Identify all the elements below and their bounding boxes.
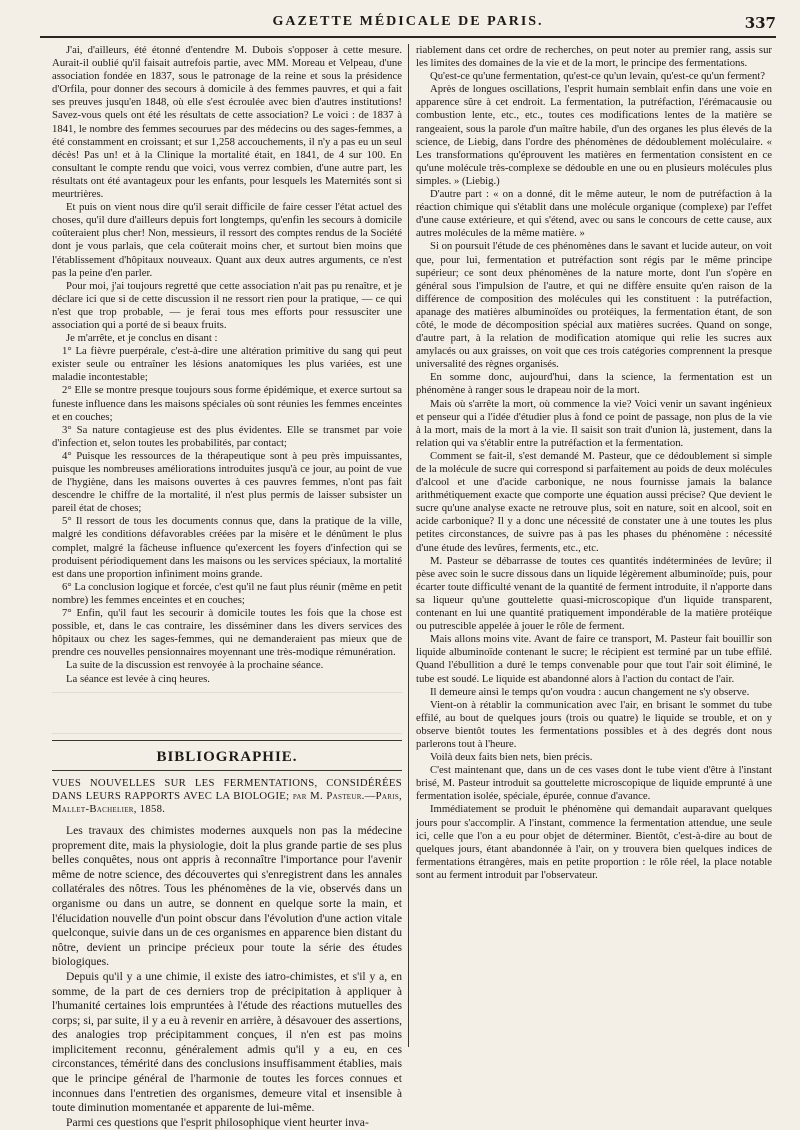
conclusion-item: 1° La fièvre puerpérale, c'est-à-dire une altération primitive du sang qui peut exister seule ou entraîner les lésions anatomiques les plus variées, est une maladie incontestable; <box>52 345 402 384</box>
conclusion-item: 2° Elle se montre presque toujours sous forme épidémique, et exerce surtout sa funeste influence dans les maisons spéciales où sont réunies les femmes enceintes et en couches; <box>52 384 402 423</box>
conclusion-item: 6° La conclusion logique et forcée, c'est qu'il ne faut plus réunir (même en petit nombre) les femmes enceintes et en couches; <box>52 580 402 606</box>
paragraph: Après de longues oscillations, l'esprit humain semblait enfin dans une voie en apparence sûre à cet endroit. La fermentation, la putréfaction, l'érémacausie ou combustion lente, etc., etc., toutes ces modifications lentes de la matière se rangeaient, sous la parole d'un maître habile, d'un des organes les plus élevés de la science, de Liebig, dans l'ordre des phénomènes de dédoublement moléculaire. « Les transformations qu'éprouvent les matières en fermentation consistent en ce qu'une molécule très-complexe se dédouble en une ou en plusieurs molécules plus simples. » (Liebig.) <box>416 83 772 187</box>
paragraph: J'ai, d'ailleurs, été étonné d'entendre M. Dubois s'opposer à cette mesure. Aurait-il oublié qu'il faisait autrefois partie, avec MM. Moreau et Velpeau, d'une association fondée en 1837, sous le patronage de la reine et sous la présidence d'Orfila, pour donner des secours à domicile à des femmes pauvres, et qui a fait ses preuves jusqu'en 1848, où elle s'est écroulée avec bien d'autres institutions! Savez-vous quels ont été les résultats de cette association? Le voici : de 1837 à 1841, le nombre des femmes secourues par des médecins ou des sages-femmes, a été constamment en croissant; et sur 1,258 accouchements, il n'y a pas eu un seul décès! Pas un! et à la Clinique la mortalité était, en 1841, de 4 sur 100. En consultant le compte rendu que voici, vous verrez combien, d'une autre part, les résultats ont été avantageux pour les enfants, pour lesquels les Maternités sont si meurtrières. <box>52 44 402 201</box>
conclusion-item: 4° Puisque les ressources de la thérapeutique sont à peu près impuissantes, puisque les nombreuses améliorations introduites jusqu'à ce jour, au point de vue de l'hygiène, dans les maisons ouvertes à ces pauvres femmes, n'ont pas fait descendre le chiffre de la mortalité, il n'est plus permis de laisser subsister un pareil état de choses; <box>52 449 402 515</box>
paragraph: Si on poursuit l'étude de ces phénomènes dans le savant et lucide auteur, on voit que, pour lui, fermentation et putréfaction sont régis par le même principe supérieur; ce sont deux phénomènes de la nature morte, dont l'un s'opère en général sous l'impulsion de l'autre, et qui ne diffère ensuite qu'en raison de la différence de composition des molécules qui les constituent : la putréfaction, apanage des matières albuminoïdes ou protéiques, la fermentation étant, de son côté, le mode de décomposition spécial aux matières sucrées. Quand on songe, d'autre part, à la relation de modification atomique qui relie les sucres aux amylacés ou aux graisses, on voit que ces trois catégories comprennent la presque universalité des règnes organisés. <box>416 240 772 371</box>
conclusion-item: 3° Sa nature contagieuse est des plus évidentes. Elle se transmet par voie d'infection et, selon toutes les probabilités, par contact; <box>52 423 402 449</box>
paragraph: D'autre part : « on a donné, dit le même auteur, le nom de putréfaction à la réaction chimique qui s'établit dans une molécule organique (complexe) par l'effet d'une cause extérieure, et qui s'étend, avec ou sans le concours de cette cause, aux autres molécules de la même matière. » <box>416 188 772 240</box>
conclusion-item: 7° Enfin, qu'il faut les secourir à domicile toutes les fois que la chose est possible, et, dans le cas contraire, les disséminer dans les divers services des hôpitaux ou chez les sages-femmes, qui ne demanderaient pas mieux que de prendre ces nouvelles pensionnaires moyennant une très-modique rémunération. <box>52 607 402 659</box>
left-column <box>52 44 402 1129</box>
paragraph: C'est maintenant que, dans un de ces vases dont le tube vient d'être à l'instant brisé, M. Pasteur introduit sa gouttelette microscopique de liquide emprunté à une fermentation isolée, spéciale, épurée, connue d'avance. <box>416 764 772 803</box>
paragraph: Depuis qu'il y a une chimie, il existe des iatro-chimistes, et s'il y a, en somme, de la part de ces derniers trop de précipitation à appliquer à l'humanité certaines lois empruntées à l'étude des réactions mutuelles des corps; si, par suite, il y a eu à revenir en arrière, à désavouer des assertions, des analogies trop précipitamment conçues, il n'en est pas moins implicitement reconnu, généralement admis qu'il y a eu, en ces circonstances, témérité dans des conclusions insuffisamment établies, mais que le principe général de l'harmonie de toutes les forces connues et inconnues dans l'entretien des organismes, demeure vital et insensible à toute diminution momentanée et apparente de lui-même. <box>52 969 402 1115</box>
closing-line: La séance est levée à cinq heures. <box>66 672 210 685</box>
section-title: BIBLIOGRAPHIE. <box>156 748 298 765</box>
section-rule <box>52 740 402 741</box>
section-rule <box>52 770 402 771</box>
paragraph: Mais où s'arrête la mort, où commence la vie? Voici venir un savant ingénieux et penseur qui a l'idée d'étudier plus à fond ce point de passage, non plus de la vie à la mort, mais de la mort à la vie. Il saisit son trait d'union là, justement, dans la relation qui va s'établir entre la putréfaction et la fermentation. <box>416 397 772 449</box>
paragraph: riablement dans cet ordre de recherches, on peut noter au premier rang, assis sur les limites des domaines de la vie et de la mort, le principe des fermentations. <box>416 44 772 70</box>
paragraph: Les travaux des chimistes modernes auxquels non pas la médecine proprement dite, mais la physiologie, doit la plus grande partie de ses plus belles conquêtes, nous ont appris à reconnaître l'importance pour l'avenir même de notre science, des découvertes qui s'enregistrent dans les annales collatérales des nôtres. Tous les phénomènes de la vie, observés dans un organisme ou dans un autre, se donnent en quelque sorte la main, et l'élucidation nouvelle d'un point obscur dans l'évolution d'une action vitale quelconque, suivie dans un de ces organismes en apparence bien distant du nôtre, devient un principe précieux pour toute la série des études biologiques. <box>52 823 402 969</box>
paragraph: Immédiatement se produit le phénomène qui demandait auparavant quelques jours pour s'accomplir. A l'instant, commence la fermentation attendue, une seule ici, celle que l'on a eu pour objet de déterminer. Bientôt, c'est-à-dire au bout de quelques jours, étant abandonnée à l'air, on y trouvera bien quelques indices de fermentations étrangères, mais en petite proportion : le rôle réel, la place notable sont au ferment introduit par l'observateur. <box>416 803 772 881</box>
column-divider <box>408 44 409 1047</box>
closing-line: La suite de la discussion est renvoyée à la prochaine séance. <box>66 659 324 672</box>
paragraph: M. Pasteur se débarrasse de toutes ces quantités indéterminées de levûre; il pèse avec soin le sucre dissous dans un liquide légèrement albuminoïde; puis, pour écarter toute difficulté venant de la quantité de ferment introduite, il n'apporte dans sa liqueur qu'une gouttelette quasi-microscopique d'un liquide transparent, contenant en lui une quantité pratiquement impondérable de la matière protéique ou putrescible appelée à jouer le rôle de ferment. <box>416 554 772 633</box>
paragraph: Parmi ces questions que l'esprit philosophique vient heurter inva- <box>66 1115 369 1129</box>
paragraph: Qu'est-ce qu'une fermentation, qu'est-ce qu'un levain, qu'est-ce qu'un ferment? <box>430 70 766 83</box>
faded-bleedthrough <box>52 692 402 734</box>
page-header <box>40 14 776 38</box>
paragraph: Il demeure ainsi le temps qu'on voudra : aucun changement ne s'y observe. <box>430 685 750 698</box>
paragraph: Pour moi, j'ai toujours regretté que cette association n'ait pas pu renaître, et je déclare ici que si de cette discussion il ne ressort rien pour la pratique, — ce qui n'est que trop probable, — je ferai tous mes efforts pour ressusciter une association qui a porté de si beaux fruits. <box>52 279 402 331</box>
journal-title: GAZETTE MÉDICALE DE PARIS. <box>272 14 544 29</box>
right-column <box>416 44 772 1047</box>
paragraph: Vient-on à rétablir la communication avec l'air, en brisant le sommet du tube effilé, au bout de quelques jours (trois ou quatre) le liquide se trouble, et on y observe bientôt toutes les fermentations possibles et à des degrés dont nous parlerons tout à l'heure. <box>416 698 772 750</box>
paragraph: Et puis on vient nous dire qu'il serait difficile de faire cesser l'état actuel des choses, qu'il dure d'ailleurs depuis fort longtemps, qu'enfin les secours à domicile coûteraient plus cher! Non, messieurs, il ressort des comptes rendus de la Société dont je vous parlais, que cela coûterait moins cher, et surtout bien moins que l'établissement d'hôpitaux nouveaux. Quant aux deux autres arguments, ce n'est pas la peine d'en parler. <box>52 201 402 279</box>
paragraph: Voilà deux faits bien nets, bien précis. <box>430 751 593 764</box>
page-number: 337 <box>744 14 776 32</box>
conclusion-item: 5° Il ressort de tous les documents connus que, dans la pratique de la ville, malgré les conditions défavorables créées par la misère et le dénûment le plus complet, malgré la fâcheuse influence qu'exercent les foyers d'infection qui se produisent périodiquement dans les maisons ou les services spéciaux, la mortalité est dans une proportion infiniment moins grande. <box>52 515 402 580</box>
paragraph: Je m'arrête, et je conclus en disant : <box>66 332 218 345</box>
bibliography-heading-text: VUES NOUVELLES SUR LES FERMENTATIONS, CONSIDÉRÉES DANS LEURS RAPPORTS AVEC LA BIOLOGIE; par M. Pasteur.—Paris, Mallet-Bachelier, 1858. <box>52 776 402 815</box>
bibliography-heading <box>52 777 402 816</box>
paragraph: En somme donc, aujourd'hui, dans la science, la fermentation est un phénomène à ranger sous le drapeau noir de la mort. <box>416 371 772 397</box>
paragraph: Comment se fait-il, s'est demandé M. Pasteur, que ce dédoublement si simple de la molécule de sucre qui correspond si parfaitement au poids de deux molécules d'alcool et une d'acide carbonique, ne nous fournisse jamais la balance arithmétiquement exacte que comporte une équation aussi précise? Que devient le sucre qu'une analyse exacte ne retrouve plus, soit en nature, soit en alcool, soit en acide carbonique? Il y a donc une nécessité de constater une à une toutes les plus petites circonstances, de suivre pas à pas les phases du phénomène : nécessité d'une étude des levûres, ferments, etc., etc. <box>416 449 772 554</box>
paragraph: Mais allons moins vite. Avant de faire ce transport, M. Pasteur fait bouillir son liquide albuminoïde contenant le sucre; le récipient est terminé par un tube effilé. Quand l'ébullition a duré le temps convenable pour que tout l'air soit éliminé, le tube est soudé. Le liquide est abandonné alors à l'action du contact de l'air. <box>416 633 772 685</box>
